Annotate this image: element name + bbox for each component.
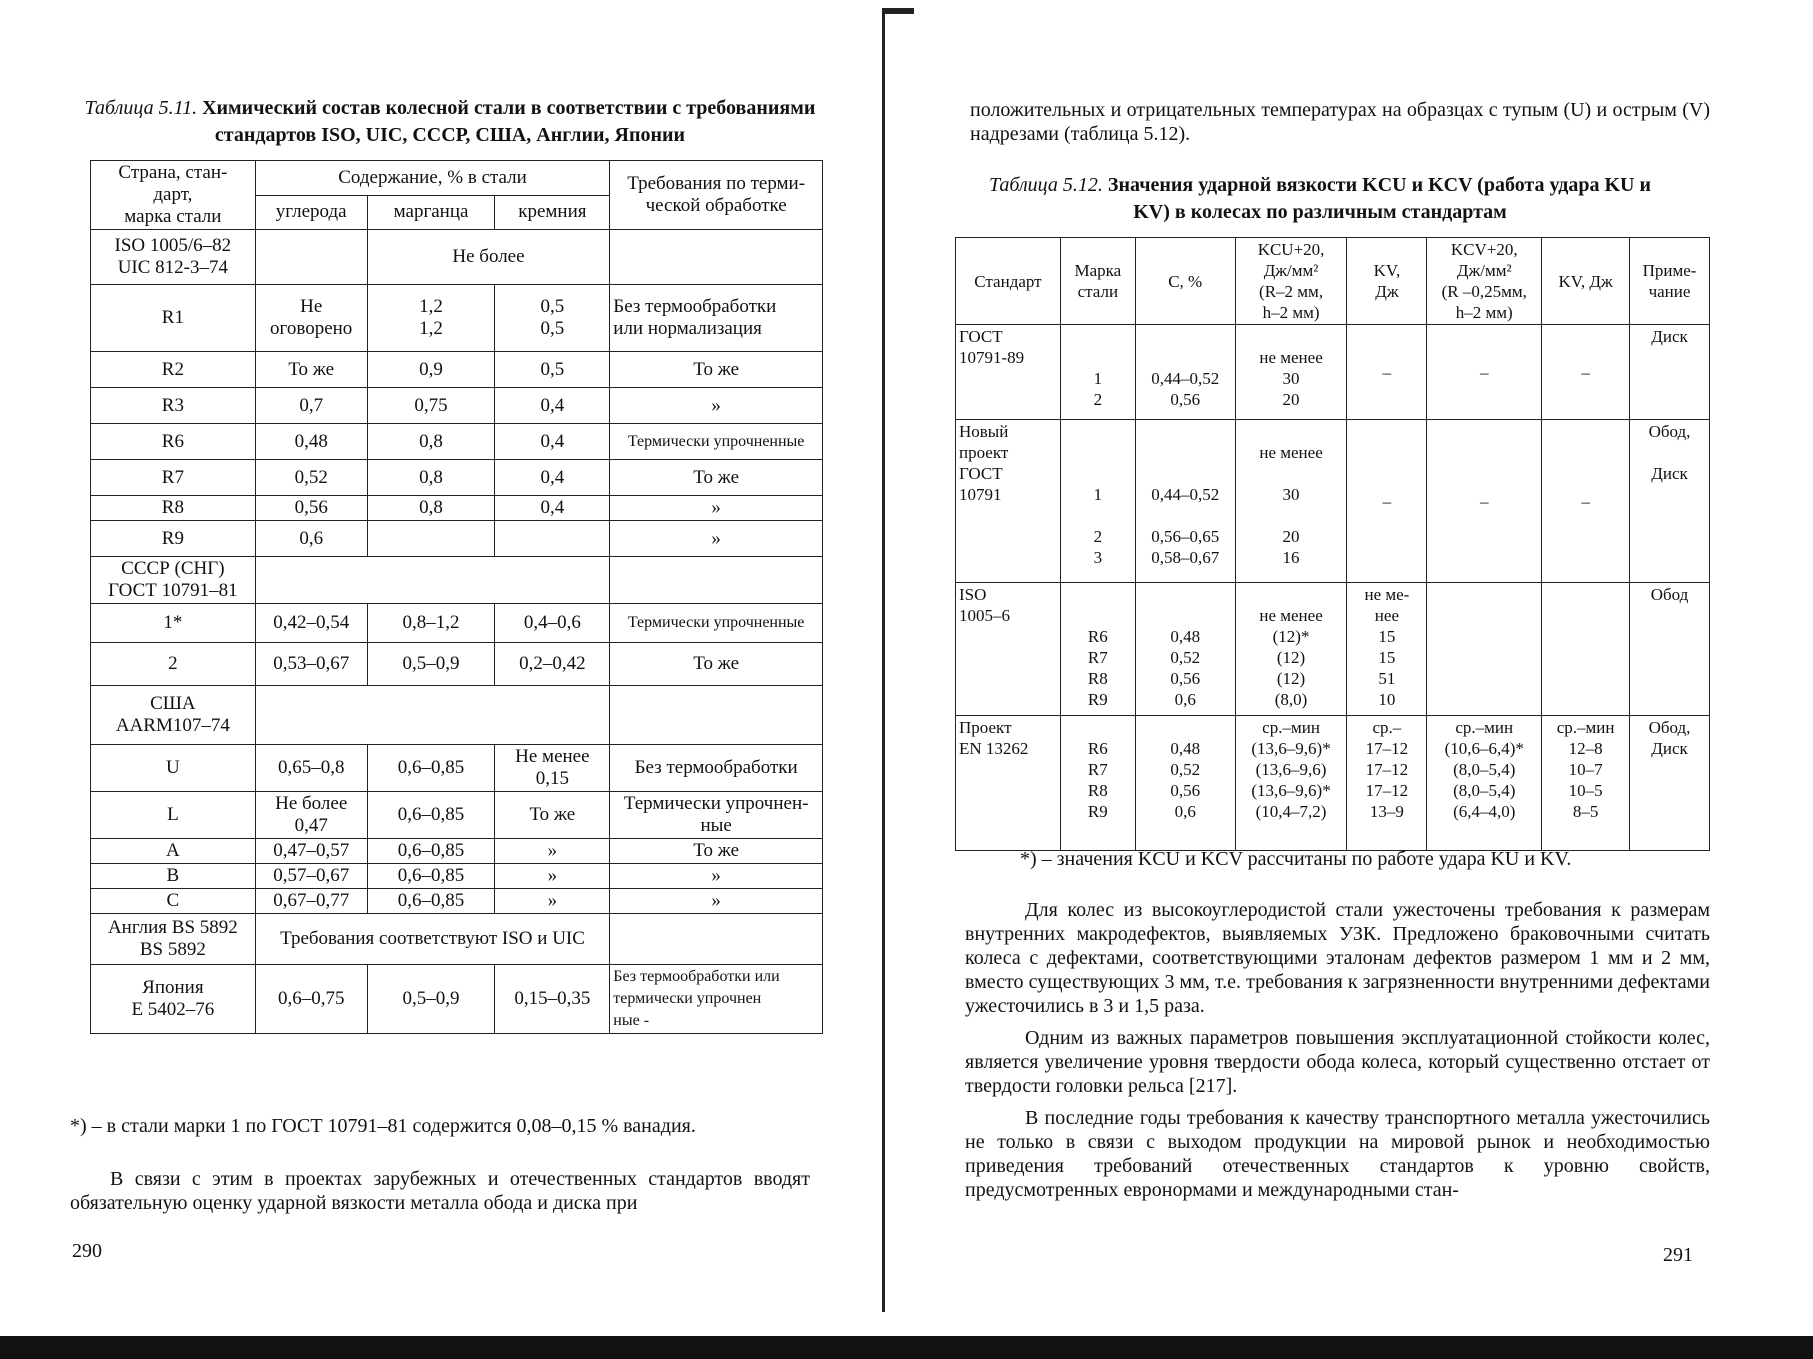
header-country: Страна, стан- дарт, марка стали	[91, 161, 256, 230]
header-note: Приме- чание	[1630, 238, 1710, 325]
silicon-cell: То же	[495, 792, 610, 839]
silicon-cell: 0,4–0,6	[495, 604, 610, 643]
empty-cell	[610, 914, 823, 965]
manganese-cell: 0,6–0,85	[367, 792, 495, 839]
table-row	[91, 424, 823, 460]
table-row	[91, 792, 823, 839]
table-row	[91, 745, 823, 792]
empty-cell	[255, 557, 610, 604]
manganese-cell: 0,6–0,85	[367, 889, 495, 914]
table-row	[91, 496, 823, 521]
table-row-group	[956, 420, 1710, 583]
table-row	[91, 839, 823, 864]
carbon-cell: 0,52	[255, 460, 367, 496]
carbon-cell: 0,57–0,67	[255, 864, 367, 889]
table-row	[91, 521, 823, 557]
table-row	[91, 686, 823, 745]
kcv-cell: –	[1427, 325, 1542, 420]
table-5-12-caption	[970, 172, 1670, 226]
header-heat-treatment: Требования по терми- ческой обработке	[610, 161, 823, 230]
steel-grade-cell: R1	[91, 285, 256, 352]
note-cell: Обод, Диск	[1630, 716, 1710, 851]
grade-cell: R6 R7 R8 R9	[1060, 583, 1135, 716]
heat-treatment-cell: »	[610, 889, 823, 914]
silicon-cell: Не менее 0,15	[495, 745, 610, 792]
heat-treatment-cell: Без термообработки или термически упрочнен ные -	[610, 965, 823, 1034]
left-paragraph: В связи с этим в проектах зарубежных и отечественных стандартов вводят обязательную оценку ударной вязкости металла обода и диска при	[70, 1168, 810, 1214]
manganese-cell: 1,2 1,2	[367, 285, 495, 352]
steel-grade-cell: Англия BS 5892 BS 5892	[91, 914, 256, 965]
silicon-cell: 0,5 0,5	[495, 285, 610, 352]
table-5-11	[90, 160, 823, 1034]
heat-treatment-cell: То же	[610, 352, 823, 388]
manganese-cell: 0,6–0,85	[367, 839, 495, 864]
header-standard: Стандарт	[956, 238, 1061, 325]
heat-treatment-cell: Термически упрочненные	[610, 604, 823, 643]
kcv-cell	[1427, 583, 1542, 716]
carbon-cell: 0,53–0,67	[255, 643, 367, 686]
manganese-cell	[367, 521, 495, 557]
heat-treatment-cell: »	[610, 496, 823, 521]
table-row	[91, 864, 823, 889]
empty-cell	[610, 230, 823, 285]
heat-treatment-cell: То же	[610, 460, 823, 496]
manganese-cell: 0,6–0,85	[367, 864, 495, 889]
left-page	[0, 0, 905, 1359]
header-carbon: C, %	[1135, 238, 1235, 325]
kcv-cell: –	[1427, 420, 1542, 583]
grade-cell: R6 R7 R8 R9	[1060, 716, 1135, 851]
silicon-cell: 0,4	[495, 388, 610, 424]
header-kv: KV, Дж	[1542, 238, 1630, 325]
carbon-cell: Не более 0,47	[255, 792, 367, 839]
caption-text: Химический состав колесной стали в соответствии с требованиями стандартов ISO, UIC, СССР, США, Англии, Японии	[202, 97, 816, 146]
carbon-cell: 0,47–0,57	[255, 839, 367, 864]
table-row	[91, 230, 823, 285]
note-cell: Обод, Диск	[1630, 420, 1710, 583]
ku-cell: ср.– 17–12 17–12 17–12 13–9	[1347, 716, 1427, 851]
carbon-cell: Не оговорено	[255, 285, 367, 352]
table-5-11-footnote: *) – в стали марки 1 по ГОСТ 10791–81 содержится 0,08–0,15 % ванадия.	[70, 1115, 696, 1137]
table-row-group	[956, 325, 1710, 420]
kv-cell	[1542, 583, 1630, 716]
kcu-cell: не менее (12)* (12) (12) (8,0)	[1235, 583, 1347, 716]
right-paragraph-2: Одним из важных параметров повышения эксплуатационной стойкости колес, является увеличение уровня твердости обода колеса, который существенно отстает от твердости головки рельса [217].	[965, 1027, 1710, 1097]
standard-cell: ГОСТ 10791-89	[956, 325, 1061, 420]
table-row	[91, 557, 823, 604]
heat-treatment-cell: Без термообработки или нормализация	[610, 285, 823, 352]
empty-cell	[610, 686, 823, 745]
kv-cell: –	[1542, 420, 1630, 583]
steel-grade-cell: R3	[91, 388, 256, 424]
table-5-12-footnote: *) – значения KCU и KCV рассчитаны по работе удара KU и KV.	[1020, 848, 1572, 870]
carbon-cell: То же	[255, 352, 367, 388]
heat-treatment-cell: То же	[610, 839, 823, 864]
carbon-cell: 0,67–0,77	[255, 889, 367, 914]
steel-grade-cell: Япония E 5402–76	[91, 965, 256, 1034]
manganese-cell: 0,5–0,9	[367, 643, 495, 686]
table-row	[91, 889, 823, 914]
steel-grade-cell: B	[91, 864, 256, 889]
table-row	[91, 460, 823, 496]
kv-cell: ср.–мин 12–8 10–7 10–5 8–5	[1542, 716, 1630, 851]
carbon-cell: 0,44–0,52 0,56	[1135, 325, 1235, 420]
caption-prefix: Таблица 5.11.	[84, 97, 198, 119]
header-grade: Марка стали	[1060, 238, 1135, 325]
carbon-cell: 0,6–0,75	[255, 965, 367, 1034]
steel-grade-cell: R6	[91, 424, 256, 460]
header-silicon: кремния	[495, 195, 610, 230]
steel-grade-cell: A	[91, 839, 256, 864]
silicon-cell: 0,5	[495, 352, 610, 388]
note-cell: Обод	[1630, 583, 1710, 716]
table-row	[91, 604, 823, 643]
carbon-cell: 0,48	[255, 424, 367, 460]
page-number-right: 291	[1663, 1244, 1693, 1266]
table-row	[91, 914, 823, 965]
heat-treatment-cell: Термически упрочнен- ные	[610, 792, 823, 839]
silicon-cell: »	[495, 839, 610, 864]
right-paragraph-3: В последние годы требования к качеству транспортного металла ужесточились не только в связи с выходом продукции на мировой рынок и необходимостью приведения требований отечественных стандартов к уровню свойств, предусмотренных евронормами и международными стан-	[965, 1107, 1710, 1201]
carbon-cell: 0,65–0,8	[255, 745, 367, 792]
table-5-12	[955, 237, 1710, 851]
carbon-cell: 0,6	[255, 521, 367, 557]
steel-grade-cell: 2	[91, 643, 256, 686]
header-kcv: KCV+20, Дж/мм² (R –0,25мм, h–2 мм)	[1427, 238, 1542, 325]
table-row	[91, 285, 823, 352]
heat-treatment-cell: »	[610, 388, 823, 424]
heat-treatment-cell: То же	[610, 643, 823, 686]
manganese-cell: 0,8	[367, 496, 495, 521]
silicon-cell: 0,4	[495, 424, 610, 460]
steel-grade-cell: США AARM107–74	[91, 686, 256, 745]
silicon-cell: 0,4	[495, 496, 610, 521]
heat-treatment-cell: Без термообработки	[610, 745, 823, 792]
merged-cell: Требования соответствуют ISO и UIC	[255, 914, 610, 965]
silicon-cell	[495, 521, 610, 557]
manganese-cell: 0,6–0,85	[367, 745, 495, 792]
table-row-group	[956, 583, 1710, 716]
table-row-group	[956, 716, 1710, 851]
kv-cell: –	[1542, 325, 1630, 420]
grade-cell: 1 2	[1060, 325, 1135, 420]
manganese-cell: 0,9	[367, 352, 495, 388]
header-content: Содержание, % в стали	[255, 161, 610, 196]
standard-cell: ISO 1005–6	[956, 583, 1061, 716]
table-row	[91, 965, 823, 1034]
caption-text: Значения ударной вязкости KCU и KCV (работа удара KU и KV) в колесах по различным стандартам	[1107, 174, 1652, 223]
right-page	[905, 0, 1813, 1359]
ku-cell: –	[1347, 325, 1427, 420]
silicon-cell: »	[495, 889, 610, 914]
merged-cell: Не более	[367, 230, 610, 285]
right-paragraph-1: Для колес из высокоуглеродистой стали ужесточены требования к размерам внутренних макродефектов, выявляемых УЗК. Предложено браковочными считать колеса с дефектами, соответствующими эталонам дефектов размером 1 мм и 2 мм, вместо существующих 3 мм, т.е. требования к загрязненности внутренними дефектами ужесточились в 3 и 1,5 раза.	[965, 899, 1710, 1017]
empty-cell	[610, 557, 823, 604]
silicon-cell: 0,4	[495, 460, 610, 496]
header-carbon: углерода	[255, 195, 367, 230]
carbon-cell: 0,44–0,52 0,56–0,65 0,58–0,67	[1135, 420, 1235, 583]
steel-grade-cell: СССР (СНГ) ГОСТ 10791–81	[91, 557, 256, 604]
table-header-row	[956, 238, 1710, 325]
table-5-11-caption	[80, 95, 820, 149]
steel-grade-cell: R2	[91, 352, 256, 388]
standard-cell: Новый проект ГОСТ 10791	[956, 420, 1061, 583]
carbon-cell: 0,48 0,52 0,56 0,6	[1135, 716, 1235, 851]
carbon-cell: 0,56	[255, 496, 367, 521]
right-intro-paragraph: положительных и отрицательных температурах на образцах с тупым (U) и острым (V) надрезами (таблица 5.12).	[970, 99, 1710, 145]
steel-grade-cell: R9	[91, 521, 256, 557]
heat-treatment-cell: »	[610, 521, 823, 557]
empty-cell	[255, 686, 610, 745]
steel-grade-cell: L	[91, 792, 256, 839]
standard-cell: Проект EN 13262	[956, 716, 1061, 851]
silicon-cell: »	[495, 864, 610, 889]
steel-grade-cell: 1*	[91, 604, 256, 643]
steel-grade-cell: C	[91, 889, 256, 914]
page-number-left: 290	[72, 1240, 102, 1262]
carbon-cell: 0,48 0,52 0,56 0,6	[1135, 583, 1235, 716]
silicon-cell: 0,2–0,42	[495, 643, 610, 686]
table-header-row	[91, 161, 823, 196]
carbon-cell: 0,42–0,54	[255, 604, 367, 643]
table-row	[91, 643, 823, 686]
kcu-cell: не менее 30 20	[1235, 325, 1347, 420]
table-row	[91, 388, 823, 424]
ku-cell: не ме- нее 15 15 51 10	[1347, 583, 1427, 716]
header-ku: KV, Дж	[1347, 238, 1427, 325]
manganese-cell: 0,8–1,2	[367, 604, 495, 643]
silicon-cell: 0,15–0,35	[495, 965, 610, 1034]
manganese-cell: 0,5–0,9	[367, 965, 495, 1034]
heat-treatment-cell: »	[610, 864, 823, 889]
manganese-cell: 0,8	[367, 424, 495, 460]
manganese-cell: 0,8	[367, 460, 495, 496]
table-row	[91, 352, 823, 388]
kcu-cell: не менее 30 20 16	[1235, 420, 1347, 583]
kcv-cell: ср.–мин (10,6–6,4)* (8,0–5,4) (8,0–5,4) (6,4–4,0)	[1427, 716, 1542, 851]
heat-treatment-cell: Термически упрочненные	[610, 424, 823, 460]
steel-grade-cell: U	[91, 745, 256, 792]
ku-cell: –	[1347, 420, 1427, 583]
steel-grade-cell: R7	[91, 460, 256, 496]
kcu-cell: ср.–мин (13,6–9,6)* (13,6–9,6) (13,6–9,6)* (10,4–7,2)	[1235, 716, 1347, 851]
note-cell: Диск	[1630, 325, 1710, 420]
steel-grade-cell: ISO 1005/6–82 UIC 812-3–74	[91, 230, 256, 285]
empty-cell	[255, 230, 367, 285]
grade-cell: 1 2 3	[1060, 420, 1135, 583]
header-kcu: KCU+20, Дж/мм² (R–2 мм, h–2 мм)	[1235, 238, 1347, 325]
carbon-cell: 0,7	[255, 388, 367, 424]
manganese-cell: 0,75	[367, 388, 495, 424]
caption-prefix: Таблица 5.12.	[988, 174, 1103, 196]
steel-grade-cell: R8	[91, 496, 256, 521]
header-manganese: марганца	[367, 195, 495, 230]
